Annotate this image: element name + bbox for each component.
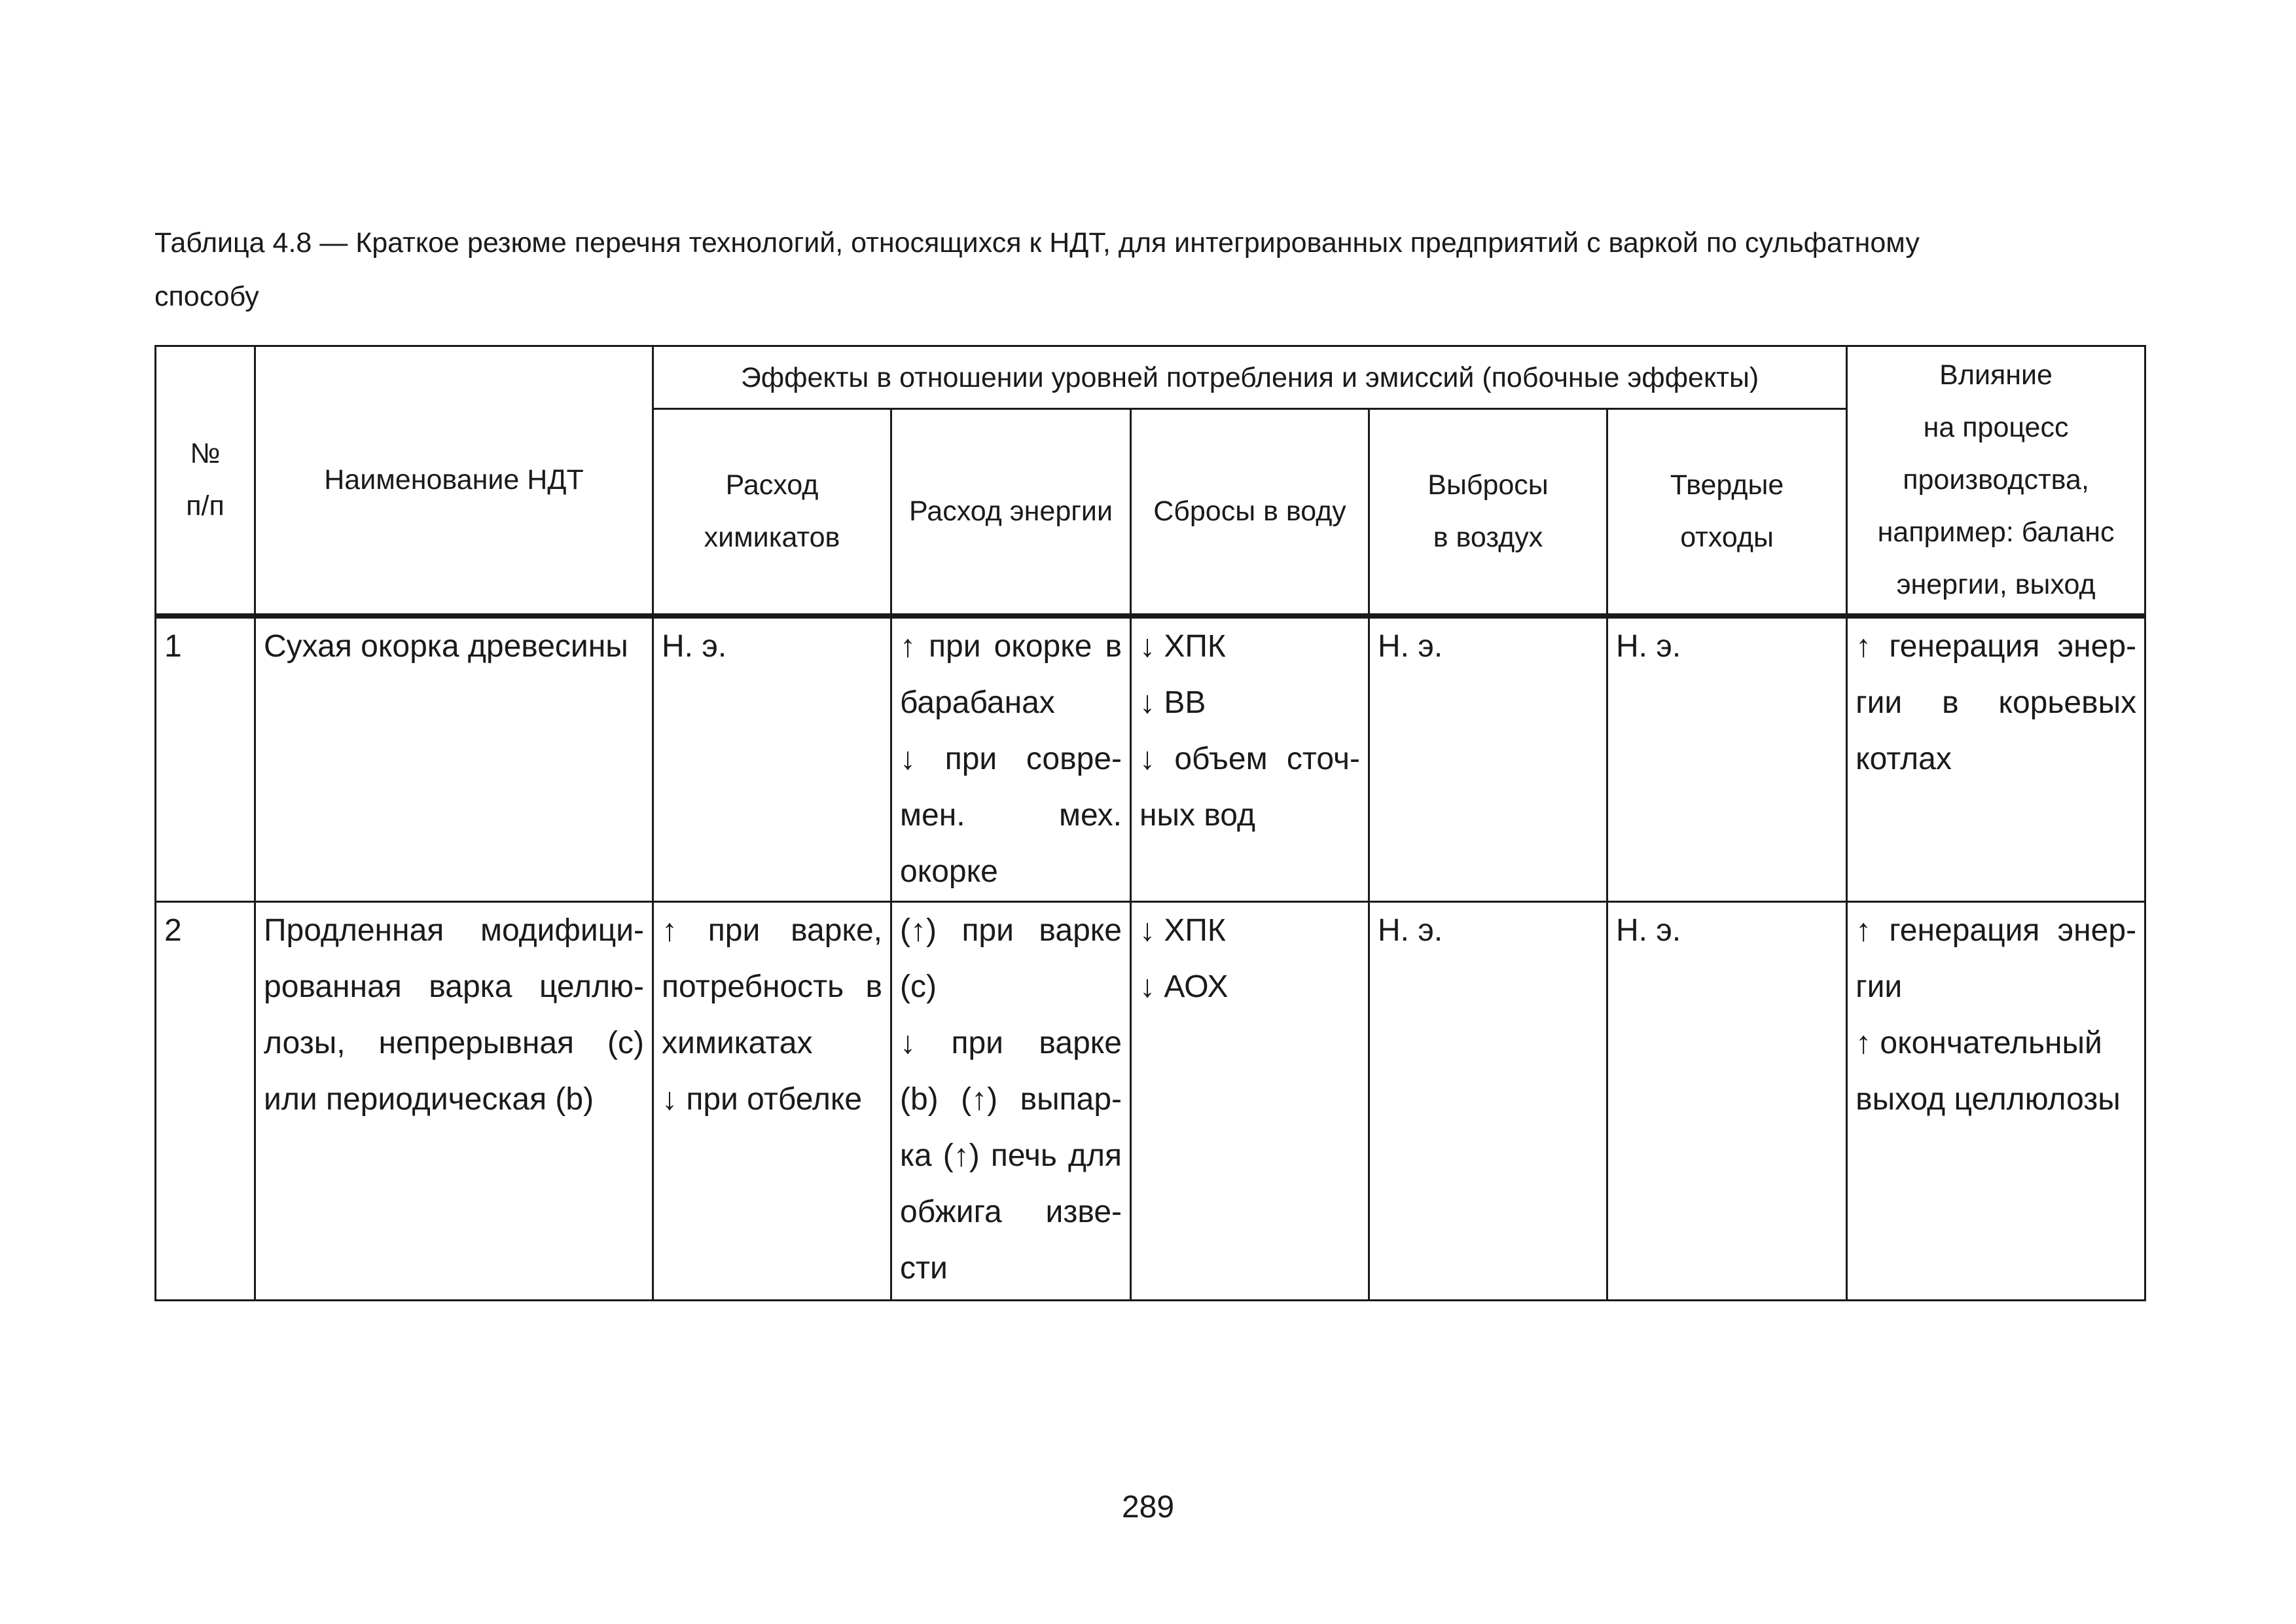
cell-name: Сухая окорка древесины — [255, 616, 653, 902]
header-name: Наименование НДТ — [255, 346, 653, 616]
cell-chemicals: ↑ при варке, потребность в химикатах ↓ при отбелке — [653, 901, 891, 1300]
header-chemicals: Расход химикатов — [653, 409, 891, 616]
cell-number: 2 — [156, 901, 255, 1300]
caption-line-1: Таблица 4.8 — Краткое резюме перечня технологий, относящихся к НДТ, для интегрированных предприятий с варкой по сульфатному — [154, 227, 1920, 259]
table-row — [156, 616, 2145, 902]
page-number: 289 — [1121, 1490, 1175, 1525]
cell-water: ↓ ХПК ↓ ВВ ↓ объем сточ- ных вод — [1131, 616, 1369, 902]
cell-solid-waste: Н. э. — [1607, 616, 1847, 902]
cell-air: Н. э. — [1369, 616, 1607, 902]
cell-chemicals: Н. э. — [653, 616, 891, 902]
ndt-summary-table — [154, 345, 2146, 1301]
cell-process-impact: ↑ генерация энер- гии в корьевых котлах — [1847, 616, 2145, 902]
header-solid-waste: Твердые отходы — [1607, 409, 1847, 616]
header-energy: Расход энергии — [891, 409, 1131, 616]
header-water: Сбросы в воду — [1131, 409, 1369, 616]
header-number: № п/п — [156, 346, 255, 616]
cell-air: Н. э. — [1369, 901, 1607, 1300]
cell-number: 1 — [156, 616, 255, 902]
table-caption — [154, 216, 2144, 323]
caption-line-2: способу — [154, 281, 259, 312]
header-process-impact: Влияние на процесс производства, например: баланс энергии, выход — [1847, 346, 2145, 616]
cell-solid-waste: Н. э. — [1607, 901, 1847, 1300]
cell-energy: ↑ при окорке в барабанах ↓ при совре- мен. мех. окорке — [891, 616, 1131, 902]
cell-energy: (↑) при варке (c) ↓ при варке (b) (↑) выпар- ка (↑) печь для обжига изве- сти — [891, 901, 1131, 1300]
cell-water: ↓ ХПК ↓ АОХ — [1131, 901, 1369, 1300]
header-air: Выбросы в воздух — [1369, 409, 1607, 616]
cell-process-impact: ↑ генерация энер- гии ↑ окончательный выход целлюлозы — [1847, 901, 2145, 1300]
table-row — [156, 901, 2145, 1300]
cell-name: Продленная модифици- рованная варка целлю- лозы, непрерывная (c) или периодическая (b) — [255, 901, 653, 1300]
header-effects-group: Эффекты в отношении уровней потребления и эмиссий (побочные эффекты) — [653, 346, 1847, 409]
